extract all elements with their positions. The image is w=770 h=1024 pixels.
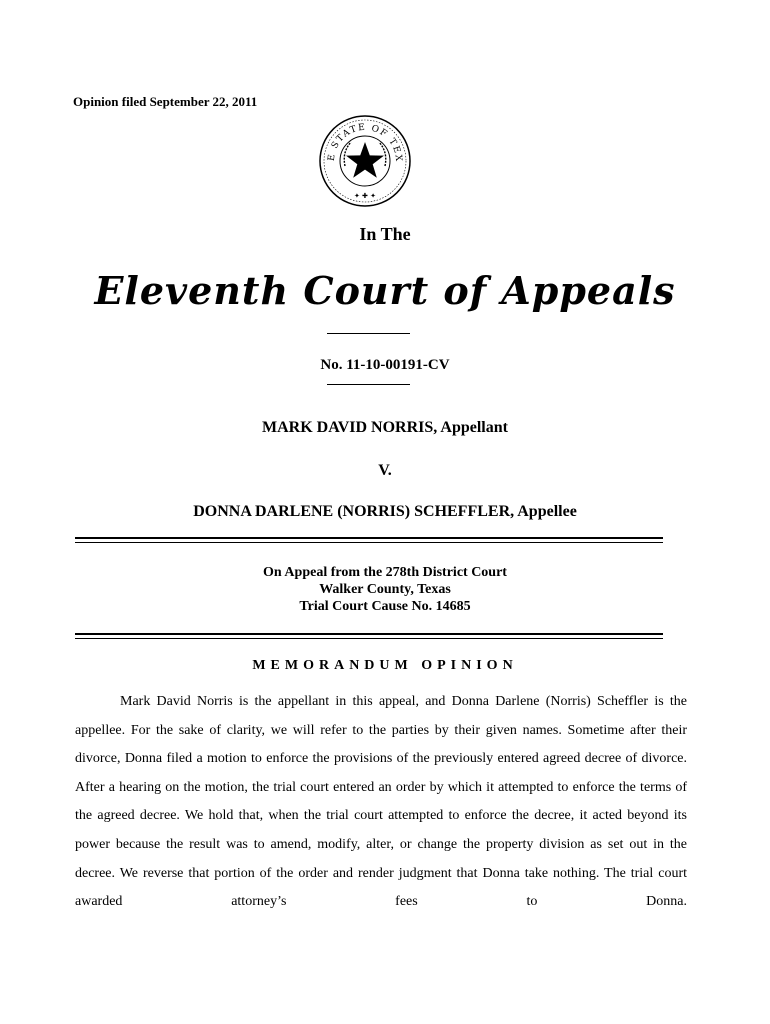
rule-below-docket: [327, 384, 410, 385]
appeal-cause-line: Trial Court Cause No. 14685: [299, 599, 471, 614]
versus-label: V.: [378, 462, 392, 479]
top-double-rule: [75, 537, 663, 543]
seal-text: E STATE OF TEX: [326, 122, 404, 163]
court-name: Eleventh Court of Appeals: [94, 268, 676, 313]
memorandum-heading: MEMORANDUM OPINION: [252, 658, 518, 673]
appeal-county-line: Walker County, Texas: [319, 582, 451, 597]
in-the-label: In The: [359, 224, 411, 244]
appeal-court-line: On Appeal from the 278th District Court: [263, 565, 507, 580]
rule-above-docket: [327, 333, 410, 334]
state-of-texas-seal: [318, 114, 412, 208]
appellee-name: DONNA DARLENE (NORRIS) SCHEFFLER, Appellee: [193, 503, 577, 520]
appellant-name: MARK DAVID NORRIS, Appellant: [262, 419, 508, 436]
opinion-body: [75, 688, 687, 917]
opinion-paragraph: Mark David Norris is the appellant in this appeal, and Donna Darlene (Norris) Scheffler is the appellee. For the sake of clarity, we will refer to the parties by their given names. Sometime after their divorce, Donna filed a motion to enforce the provisions of the previously entered agreed decree of divorce. After a hearing on the motion, the trial court entered an order by which it attempted to enforce the terms of the agreed decree. We hold that, when the trial court attempted to enforce the decree, it acted beyond its power because the result was to amend, modify, alter, or change the property division as set out in the decree. We reverse that portion of the order and render judgment that Donna take nothing. The trial court awarded attorney’s fees to Donna.: [75, 694, 687, 910]
filed-date: Opinion filed September 22, 2011: [73, 94, 258, 109]
docket-number: No. 11-10-00191-CV: [320, 357, 450, 373]
appeal-source: [0, 564, 770, 615]
bottom-double-rule: [75, 633, 663, 639]
svg-text:✦ ✚ ✦: ✦ ✚ ✦: [353, 192, 377, 200]
